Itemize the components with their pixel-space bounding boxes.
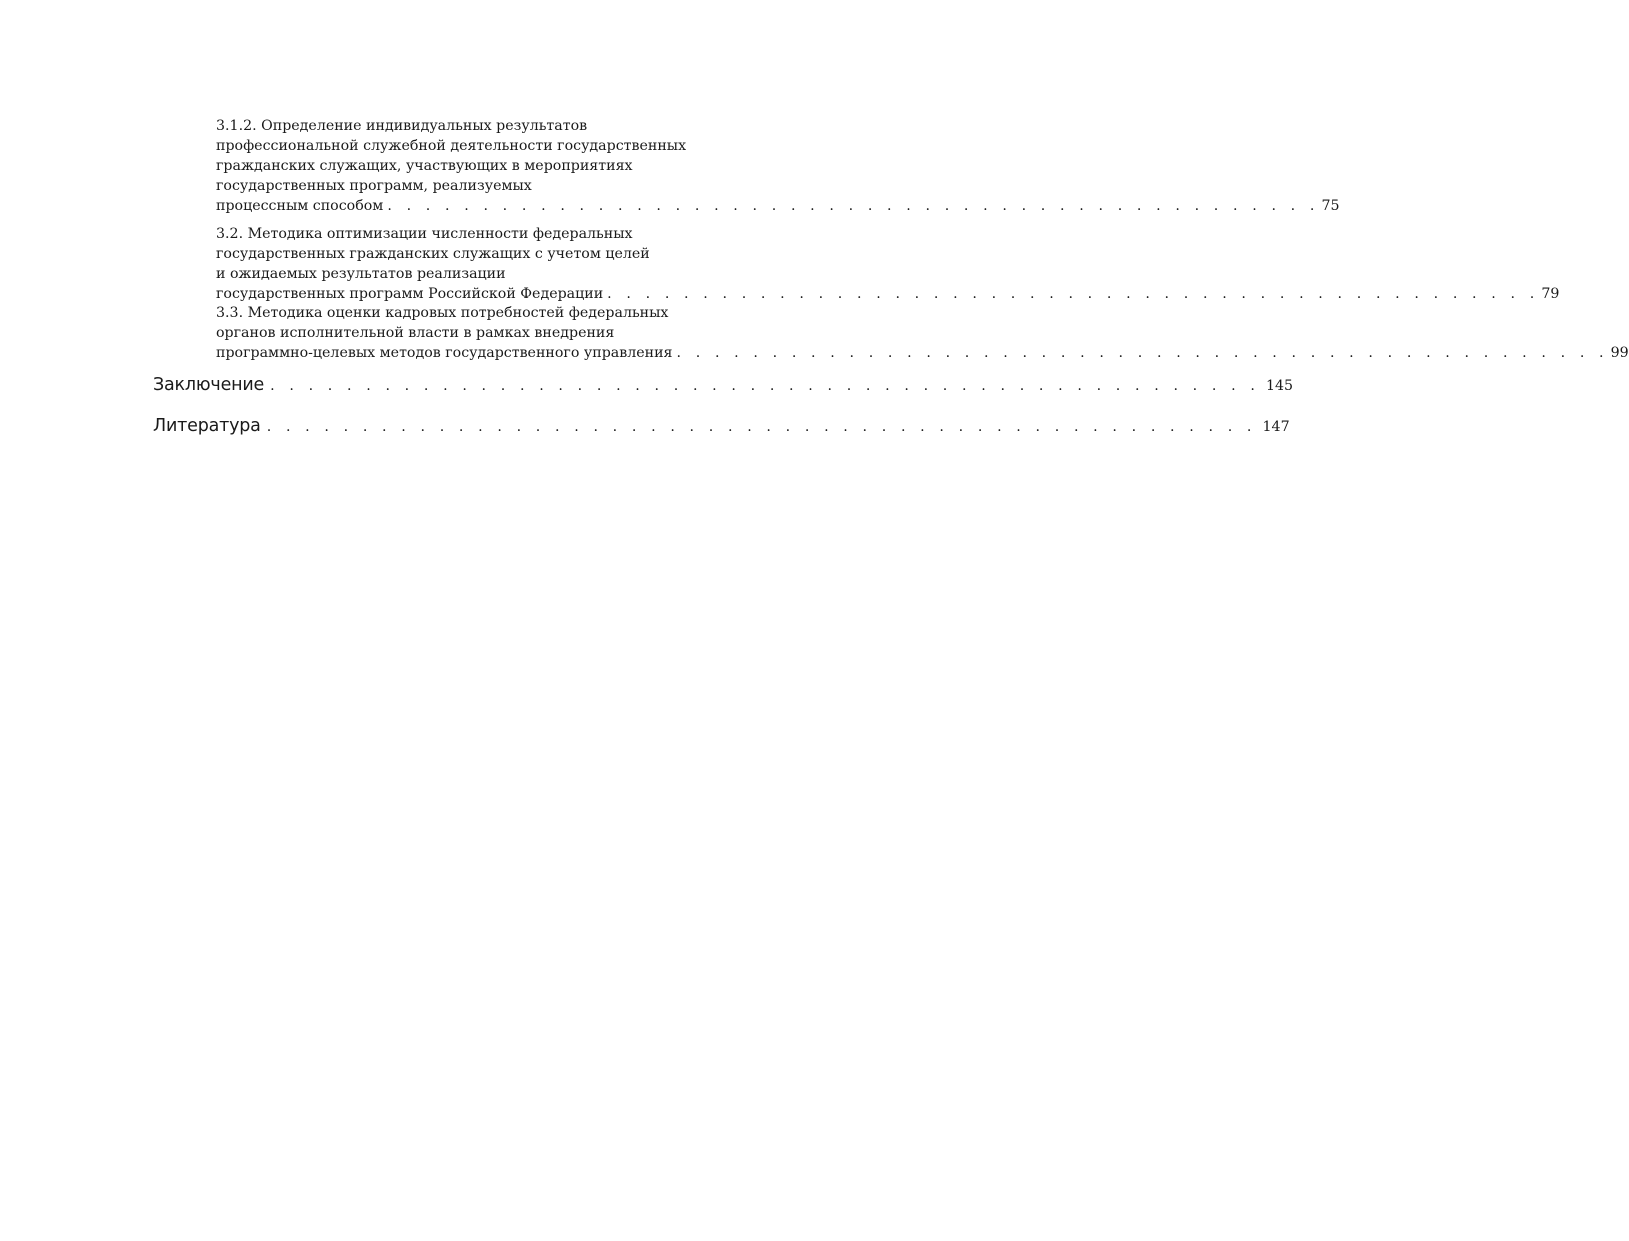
toc-chapter-conclusion[interactable]	[153, 374, 1294, 396]
toc-entry-line: государственных гражданских служащих с учетом целей	[216, 246, 650, 262]
dot-leader: . . . . . . . . . . . . . . . . . . . . . . . . . . . . . . . . . . . . . . . . . . . . . . . . . . . .	[266, 419, 1257, 435]
toc-entry-line: программно-целевых методов государственного управления	[216, 345, 673, 361]
toc-chapter-literature[interactable]	[153, 415, 1290, 437]
toc-entry-last-line	[216, 284, 1560, 304]
toc-entry-line: и ожидаемых результатов реализации	[216, 266, 506, 282]
toc-entry-line: 3.1.2. Определение индивидуальных результатов	[216, 118, 588, 134]
dot-leader: . . . . . . . . . . . . . . . . . . . . . . . . . . . . . . . . . . . . . . . . . . . . . . . . .	[676, 345, 1609, 361]
toc-entry-line: государственных программ Российской Федерации	[216, 286, 604, 302]
dot-leader: . . . . . . . . . . . . . . . . . . . . . . . . . . . . . . . . . . . . . . . . . . . . . . . . .	[607, 286, 1540, 302]
toc-chapter-title: Заключение	[153, 375, 265, 395]
toc-entry-line: государственных программ, реализуемых	[216, 178, 532, 194]
toc-entry-3-2[interactable]	[216, 224, 1560, 304]
toc-entry-3-3[interactable]	[216, 303, 1629, 363]
toc-entry-line: органов исполнительной власти в рамках внедрения	[216, 325, 615, 341]
toc-entry-line: процессным способом	[216, 198, 384, 214]
toc-entry-last-line	[216, 196, 1340, 216]
toc-page-number: 99	[1610, 345, 1629, 361]
toc-entry-line: 3.3. Методика оценки кадровых потребностей федеральных	[216, 305, 669, 321]
toc-entry-3-1-2[interactable]	[216, 116, 1340, 216]
dot-leader: . . . . . . . . . . . . . . . . . . . . . . . . . . . . . . . . . . . . . . . . . . . . . . . . .	[387, 198, 1320, 214]
toc-page-number: 145	[1265, 378, 1294, 394]
toc-page-number: 79	[1541, 286, 1560, 302]
toc-entry-line: профессиональной служебной деятельности государственных	[216, 138, 687, 154]
toc-entry-line: гражданских служащих, участвующих в мероприятиях	[216, 158, 633, 174]
toc-page-number: 75	[1321, 198, 1340, 214]
toc-page-number: 147	[1262, 419, 1290, 435]
toc-entry-line: 3.2. Методика оптимизации численности федеральных	[216, 226, 633, 242]
toc-chapter-title: Литература	[153, 416, 261, 436]
toc-entry-last-line	[216, 343, 1629, 363]
dot-leader: . . . . . . . . . . . . . . . . . . . . . . . . . . . . . . . . . . . . . . . . . . . . . . . . . . . .	[270, 378, 1260, 394]
